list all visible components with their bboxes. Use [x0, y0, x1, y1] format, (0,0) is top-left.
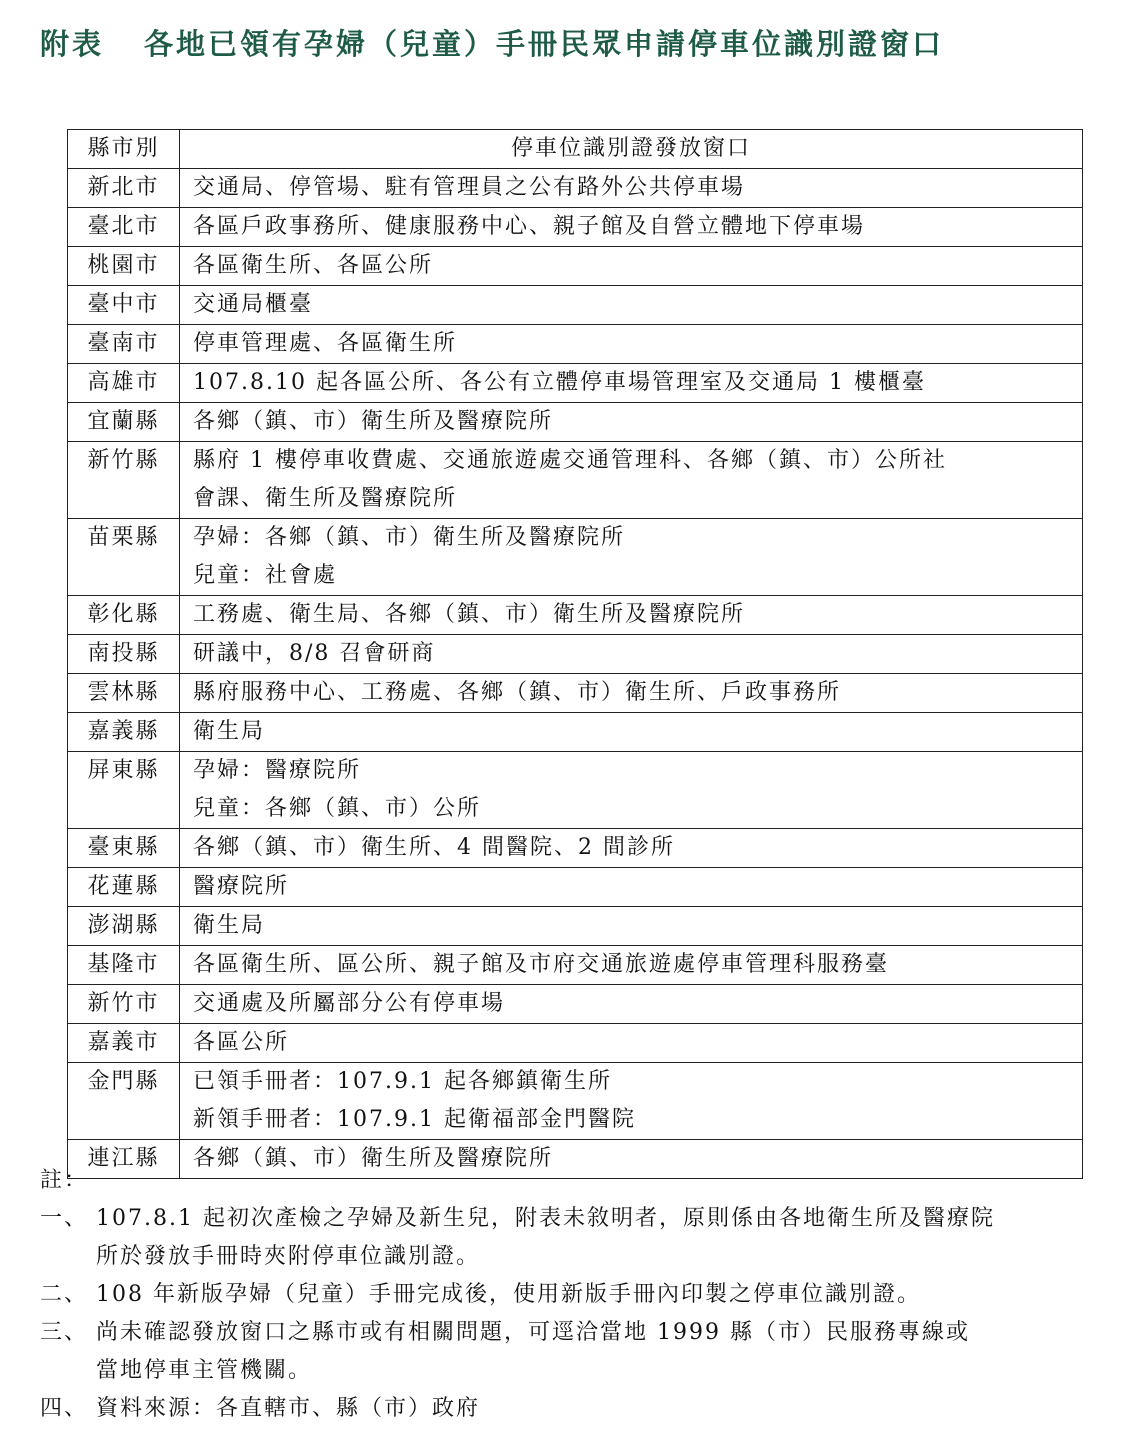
window-cell [180, 868, 1083, 907]
window-cell [180, 752, 1083, 829]
window-cell [180, 596, 1083, 635]
title-main: 各地已領有孕婦（兒童）手冊民眾申請停車位識別證窗口 [144, 27, 945, 61]
window-cell [180, 364, 1083, 403]
note-marker: 四、 [40, 1396, 89, 1421]
table-row [68, 208, 1083, 247]
window-cell [180, 635, 1083, 674]
note-text [96, 1390, 1120, 1428]
note-line: 所於發放手冊時夾附停車位識別證。 [96, 1244, 481, 1269]
window-cell [180, 169, 1083, 208]
window-line: 工務處、衛生局、各鄉（鎮、市）衛生所及醫療院所 [193, 602, 746, 627]
county-cell: 臺中市 [68, 286, 180, 325]
table-row [68, 247, 1083, 286]
note-text [96, 1314, 1120, 1390]
window-line: 研議中，8/8 召會研商 [193, 641, 436, 666]
window-line: 各鄉（鎮、市）衛生所、4 間醫院、2 間診所 [193, 835, 675, 860]
note-item [40, 1200, 1120, 1276]
window-cell [180, 946, 1083, 985]
window-cell [180, 286, 1083, 325]
table-row [68, 868, 1083, 907]
county-cell: 連江縣 [68, 1140, 180, 1179]
window-line: 各區衛生所、區公所、親子館及市府交通旅遊處停車管理科服務臺 [193, 952, 890, 977]
table-row [68, 403, 1083, 442]
table-row [68, 442, 1083, 519]
note-text [96, 1200, 1120, 1276]
table-header-row [68, 130, 1083, 169]
table-row [68, 713, 1083, 752]
window-cell [180, 674, 1083, 713]
county-cell: 苗栗縣 [68, 519, 180, 596]
note-line: 當地停車主管機關。 [96, 1358, 313, 1383]
table-row [68, 169, 1083, 208]
table-row [68, 907, 1083, 946]
note-marker: 三、 [40, 1320, 89, 1345]
window-line: 各鄉（鎮、市）衛生所及醫療院所 [193, 409, 554, 434]
county-cell: 彰化縣 [68, 596, 180, 635]
county-cell: 花蓮縣 [68, 868, 180, 907]
window-cell [180, 985, 1083, 1024]
window-cell [180, 1024, 1083, 1063]
window-line: 各區公所 [193, 1030, 290, 1055]
table-row [68, 364, 1083, 403]
county-cell: 澎湖縣 [68, 907, 180, 946]
note-line: 107.8.1 起初次產檢之孕婦及新生兒，附表未敘明者，原則係由各地衛生所及醫療院 [96, 1206, 995, 1231]
window-line: 已領手冊者：107.9.1 起各鄉鎮衛生所 [193, 1069, 612, 1094]
note-marker: 一、 [40, 1206, 89, 1231]
window-line: 交通處及所屬部分公有停車場 [193, 991, 506, 1016]
table-row [68, 829, 1083, 868]
county-cell: 桃園市 [68, 247, 180, 286]
window-line: 交通局、停管場、駐有管理員之公有路外公共停車場 [193, 175, 746, 200]
page-title [40, 22, 1120, 72]
window-line: 醫療院所 [193, 874, 290, 899]
notes-heading: 註： [40, 1168, 89, 1193]
window-cell [180, 829, 1083, 868]
window-line: 孕婦：各鄉（鎮、市）衛生所及醫療院所 [193, 525, 626, 550]
note-item [40, 1314, 1120, 1390]
table-row [68, 674, 1083, 713]
note-line: 108 年新版孕婦（兒童）手冊完成後，使用新版手冊內印製之停車位識別證。 [96, 1282, 921, 1307]
note-line: 資料來源：各直轄市、縣（市）政府 [96, 1396, 481, 1421]
county-cell: 嘉義縣 [68, 713, 180, 752]
note-item [40, 1390, 1120, 1428]
window-line: 停車管理處、各區衛生所 [193, 331, 458, 356]
county-cell: 新竹市 [68, 985, 180, 1024]
county-cell: 高雄市 [68, 364, 180, 403]
county-cell: 雲林縣 [68, 674, 180, 713]
table-row [68, 596, 1083, 635]
county-cell: 臺南市 [68, 325, 180, 364]
county-cell: 嘉義市 [68, 1024, 180, 1063]
window-table [67, 129, 1083, 1179]
county-cell: 新竹縣 [68, 442, 180, 519]
county-cell: 基隆市 [68, 946, 180, 985]
table-row [68, 325, 1083, 364]
window-cell [180, 1063, 1083, 1140]
window-line: 縣府服務中心、工務處、各鄉（鎮、市）衛生所、戶政事務所 [193, 680, 842, 705]
county-cell: 宜蘭縣 [68, 403, 180, 442]
window-cell [180, 208, 1083, 247]
notes-section [40, 1162, 1120, 1428]
notes-list [40, 1200, 1120, 1428]
window-line: 衛生局 [193, 719, 266, 744]
note-marker: 二、 [40, 1282, 89, 1307]
window-line: 交通局櫃臺 [193, 292, 314, 317]
county-cell: 屏東縣 [68, 752, 180, 829]
table-row [68, 946, 1083, 985]
window-line: 會課、衛生所及醫療院所 [193, 486, 458, 511]
window-line: 新領手冊者：107.9.1 起衛福部金門醫院 [193, 1107, 636, 1132]
table-row [68, 985, 1083, 1024]
table-row [68, 1024, 1083, 1063]
header-county: 縣市別 [68, 130, 180, 169]
title-prefix: 附表 [40, 27, 105, 61]
header-window: 停車位識別證發放窗口 [180, 130, 1083, 169]
window-line: 縣府 1 樓停車收費處、交通旅遊處交通管理科、各鄉（鎮、市）公所社 [193, 448, 947, 473]
county-cell: 臺東縣 [68, 829, 180, 868]
window-line: 各區衛生所、各區公所 [193, 253, 434, 278]
window-line: 兒童：各鄉（鎮、市）公所 [193, 796, 482, 821]
window-line: 107.8.10 起各區公所、各公有立體停車場管理室及交通局 1 樓櫃臺 [193, 370, 926, 395]
window-line: 兒童：社會處 [193, 563, 338, 588]
window-line: 各區戶政事務所、健康服務中心、親子館及自營立體地下停車場 [193, 214, 866, 239]
county-cell: 新北市 [68, 169, 180, 208]
table-row [68, 752, 1083, 829]
county-cell: 南投縣 [68, 635, 180, 674]
table-row [68, 1063, 1083, 1140]
table-row [68, 519, 1083, 596]
window-cell [180, 403, 1083, 442]
table-row [68, 286, 1083, 325]
window-cell [180, 519, 1083, 596]
county-cell: 臺北市 [68, 208, 180, 247]
note-text [96, 1276, 1120, 1314]
window-line: 各鄉（鎮、市）衛生所及醫療院所 [193, 1146, 554, 1171]
window-cell [180, 713, 1083, 752]
window-cell [180, 907, 1083, 946]
window-line: 衛生局 [193, 913, 266, 938]
table-row [68, 635, 1083, 674]
note-line: 尚未確認發放窗口之縣市或有相關問題，可逕洽當地 1999 縣（市）民服務專線或 [96, 1320, 970, 1345]
county-cell: 金門縣 [68, 1063, 180, 1140]
window-line: 孕婦：醫療院所 [193, 758, 362, 783]
window-cell [180, 325, 1083, 364]
window-cell [180, 442, 1083, 519]
window-cell [180, 247, 1083, 286]
note-item [40, 1276, 1120, 1314]
